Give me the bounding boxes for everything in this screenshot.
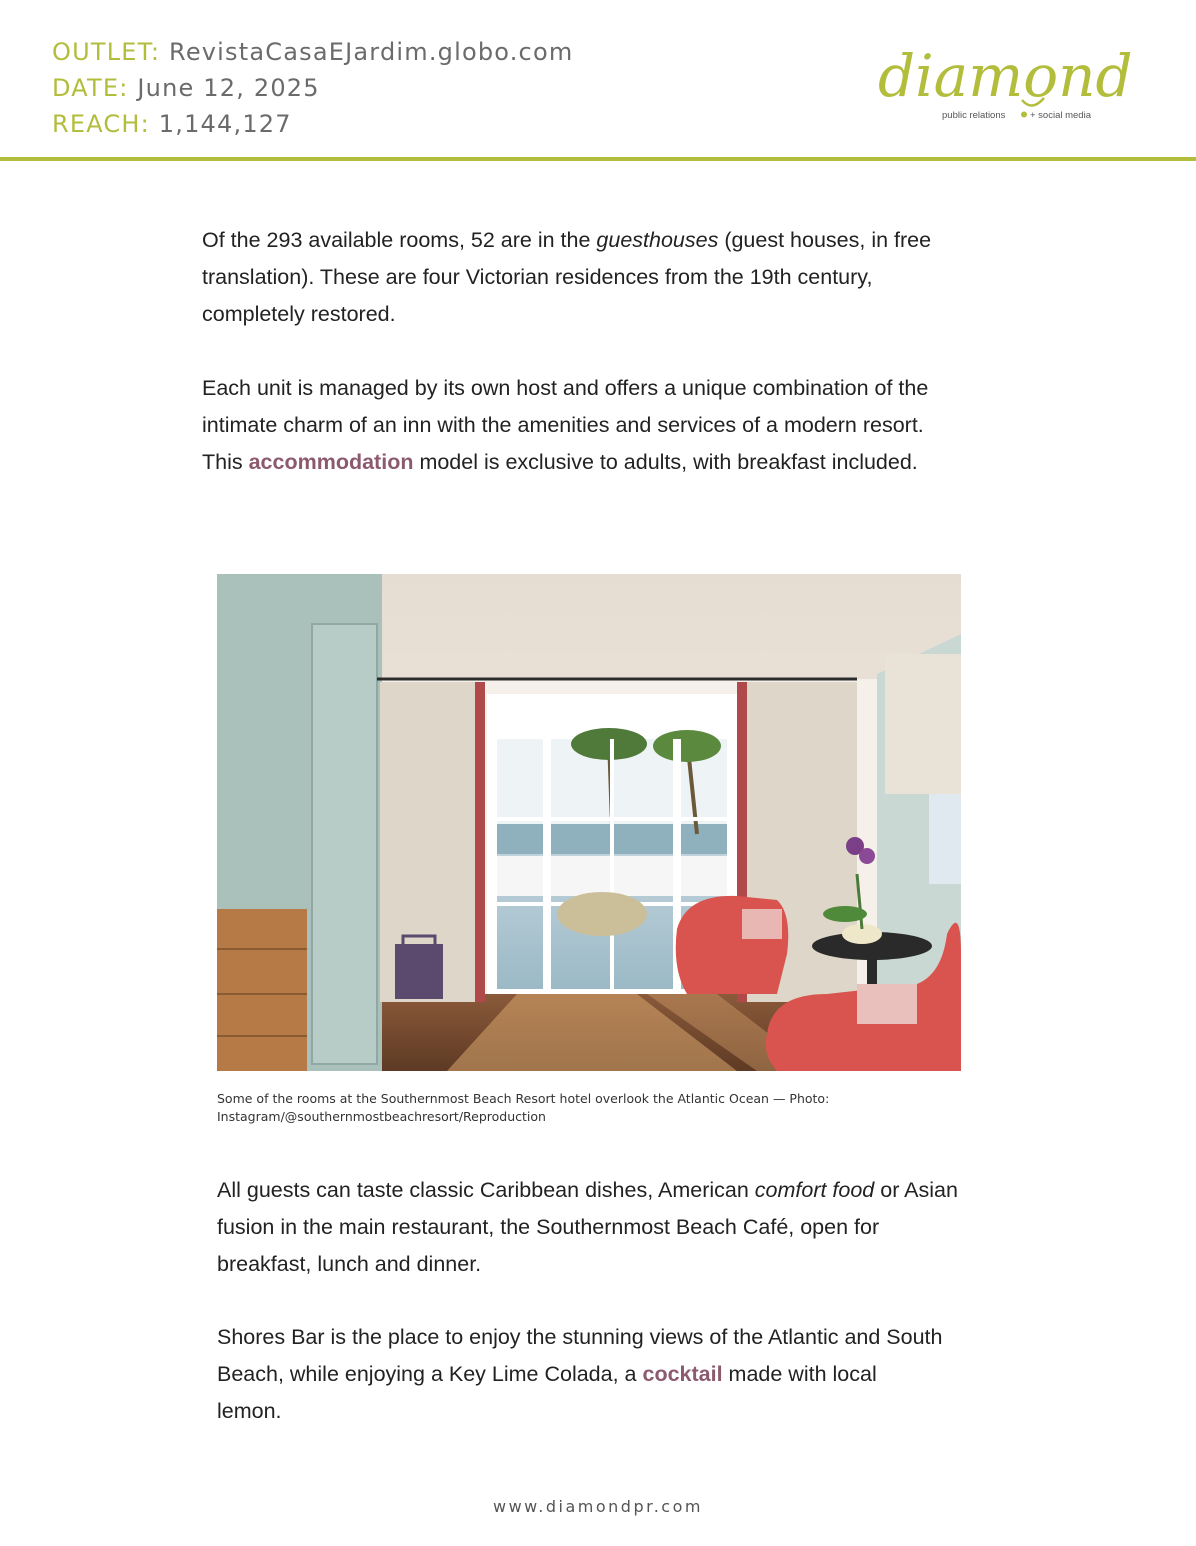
p1-italic-term: guesthouses [596,228,719,252]
clip-metadata [52,34,573,142]
paragraph-guesthouses [202,222,962,333]
outlet-row [52,34,573,70]
accommodation-link[interactable]: accommodation [248,450,414,474]
paragraph-bar [217,1319,947,1430]
logo-wordmark: diamond [878,42,1133,110]
p2-text-end: model is exclusive to adults, with breakfast included. [413,450,918,474]
outlet-value: RevistaCasaEJardim.globo.com [169,38,574,66]
outlet-label: OUTLET: [52,38,161,66]
logo-dot [1021,112,1027,118]
p3-text-start: All guests can taste classic Caribbean dishes, American [217,1178,755,1202]
paragraph-hosts [202,370,962,481]
room-photo-illustration [217,574,961,1071]
page-header [0,0,1196,161]
p3-text-end: or Asian fusion in the main restaurant, the Southernmost Beach Café, open for breakfast, lunch and dinner. [217,1178,958,1276]
p3-italic-term: comfort food [754,1178,875,1202]
date-row [52,70,573,106]
logo-tagline-right: + social media [1030,110,1091,121]
paragraph-restaurant [217,1172,967,1283]
diamond-logo [872,28,1152,128]
reach-label: REACH: [52,110,150,138]
date-value: June 12, 2025 [137,74,320,102]
room-photo [217,574,961,1071]
logo-tagline-left: public relations [942,110,1006,121]
reach-value: 1,144,127 [158,110,292,138]
date-label: DATE: [52,74,129,102]
cocktail-link[interactable]: cocktail [642,1362,723,1386]
p1-text-start: Of the 293 available rooms, 52 are in the [202,228,597,252]
photo-caption: Some of the rooms at the Southernmost Beach Resort hotel overlook the Atlantic Ocean — Photo: Instagram/@southernmostbeachresort/Reproduction [217,1091,830,1124]
reach-row [52,106,573,142]
p4-text-end: made with local lemon. [217,1362,877,1423]
p1-text-end: (guest houses, in free translation). These are four Victorian residences from the 19th century, completely restored. [202,228,932,326]
p2-text-start: Each unit is managed by its own host and offers a unique combination of the intimate charm of an inn with the amenities and services of a modern resort. This [202,376,929,474]
p4-text-start: Shores Bar is the place to enjoy the stunning views of the Atlantic and South Beach, while enjoying a Key Lime Colada, a [217,1325,943,1386]
footer-url[interactable]: www.diamondpr.com [493,1497,703,1516]
